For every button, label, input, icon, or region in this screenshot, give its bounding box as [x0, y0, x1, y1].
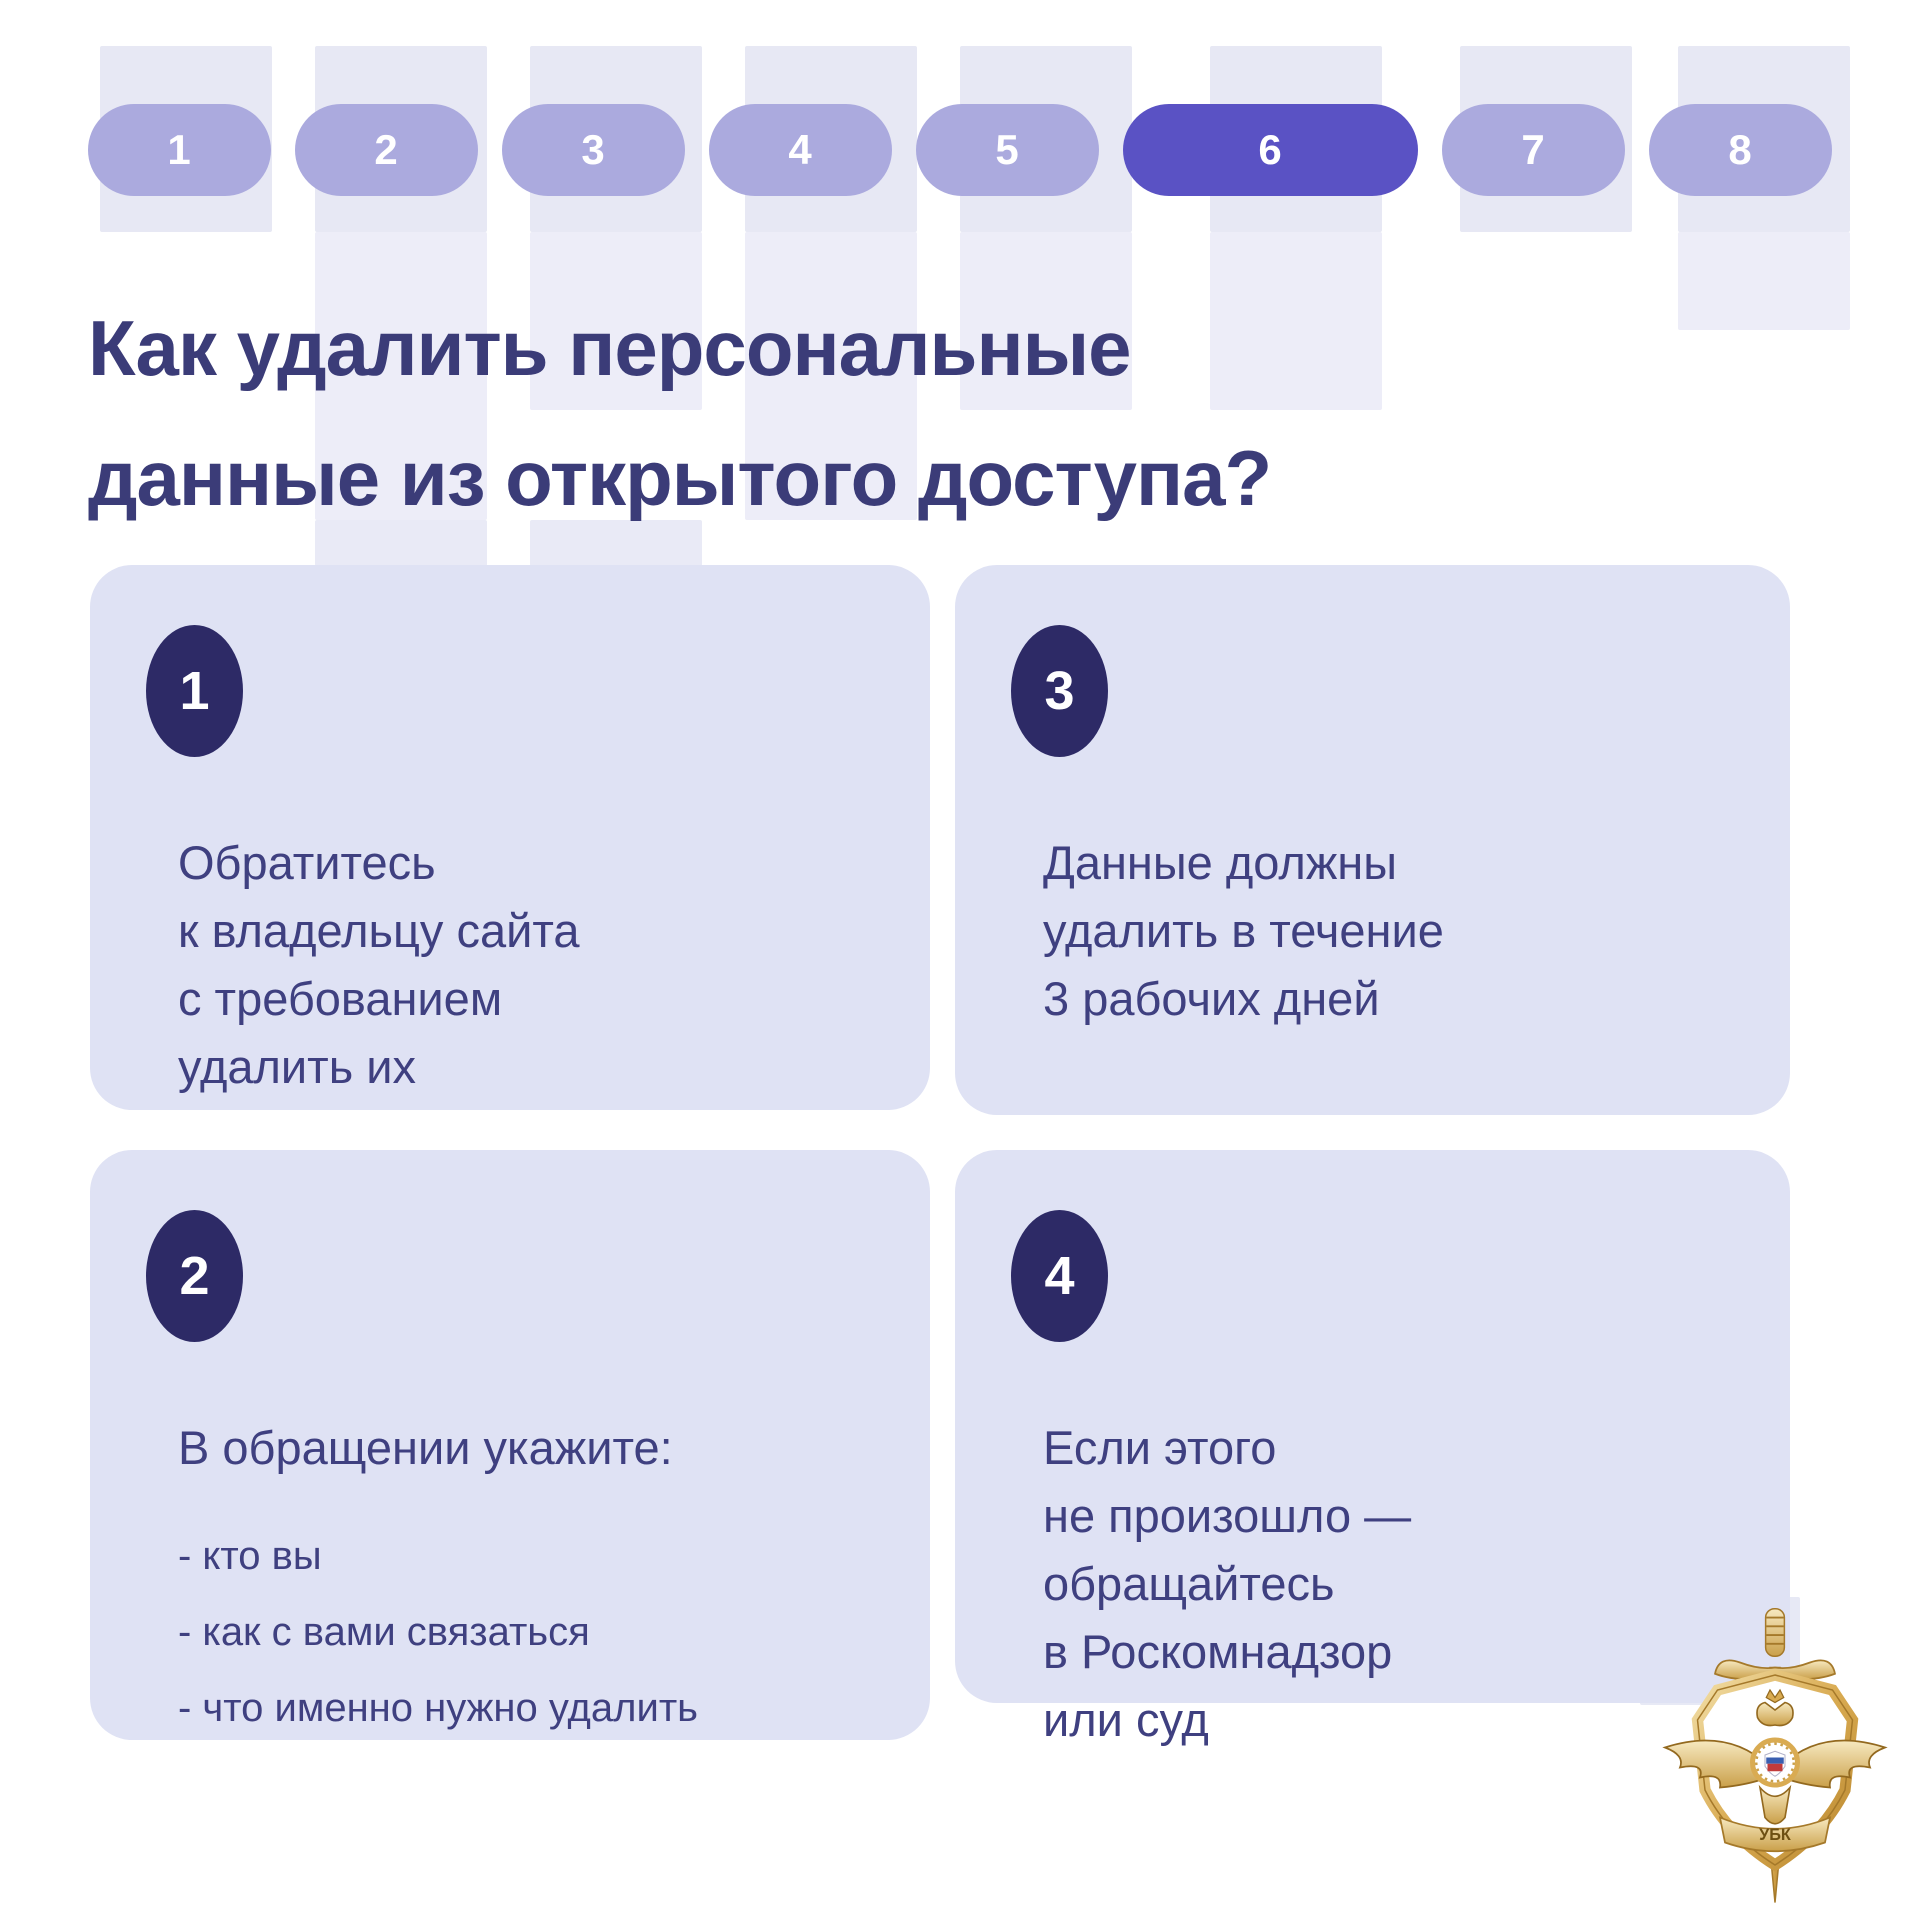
card-heading: В обращении укажите: [178, 1421, 673, 1474]
card-text-line: не произошло — [1043, 1489, 1412, 1542]
card-number-badge: 4 [1011, 1210, 1108, 1342]
emblem-banner-text: УБК [1759, 1826, 1791, 1844]
stepper-pagination [88, 104, 1832, 196]
card-number-badge: 3 [1011, 625, 1108, 757]
card-text [178, 829, 890, 1101]
card-text [1043, 829, 1750, 1033]
card-text [178, 1414, 890, 1746]
step-pill-5[interactable]: 5 [916, 104, 1099, 196]
card-text-line: Если этого [1043, 1421, 1277, 1474]
card-bullet-list [178, 1518, 890, 1746]
step-pill-1[interactable]: 1 [88, 104, 271, 196]
step-pill-4[interactable]: 4 [709, 104, 892, 196]
card-text-line: к владельцу сайта [178, 904, 580, 957]
card-text [1043, 1414, 1750, 1754]
card-bullet: - как с вами связаться [178, 1610, 590, 1654]
card-text-line: удалить их [178, 1040, 417, 1093]
card-text-line: удалить в течение [1043, 904, 1444, 957]
card-number-badge: 1 [146, 625, 243, 757]
step-card-3 [955, 565, 1790, 1115]
card-text-line: Обратитесь [178, 836, 436, 889]
card-text-line: 3 рабочих дней [1043, 972, 1380, 1025]
card-text-line: Данные должны [1043, 836, 1397, 889]
ubk-police-badge-icon [1650, 1605, 1900, 1910]
step-pill-8[interactable]: 8 [1649, 104, 1832, 196]
step-pill-2[interactable]: 2 [295, 104, 478, 196]
page-title [88, 283, 1271, 543]
step-card-2 [90, 1150, 930, 1740]
card-text-line: в Роскомнадзор [1043, 1625, 1393, 1678]
step-card-1 [90, 565, 930, 1110]
bg-strip [1678, 232, 1850, 330]
page-title-line-2: данные из открытого доступа? [88, 434, 1272, 522]
card-text-line: с требованием [178, 972, 503, 1025]
card-text-line: или суд [1043, 1693, 1209, 1746]
step-pill-7[interactable]: 7 [1442, 104, 1625, 196]
card-bullet: - что именно нужно удалить [178, 1686, 698, 1730]
card-number-badge: 2 [146, 1210, 243, 1342]
page-title-line-1: Как удалить персональные [88, 304, 1131, 392]
card-bullet: - кто вы [178, 1534, 322, 1578]
step-pill-3[interactable]: 3 [502, 104, 685, 196]
step-pill-6-active[interactable]: 6 [1123, 104, 1418, 196]
card-text-line: обращайтесь [1043, 1557, 1335, 1610]
